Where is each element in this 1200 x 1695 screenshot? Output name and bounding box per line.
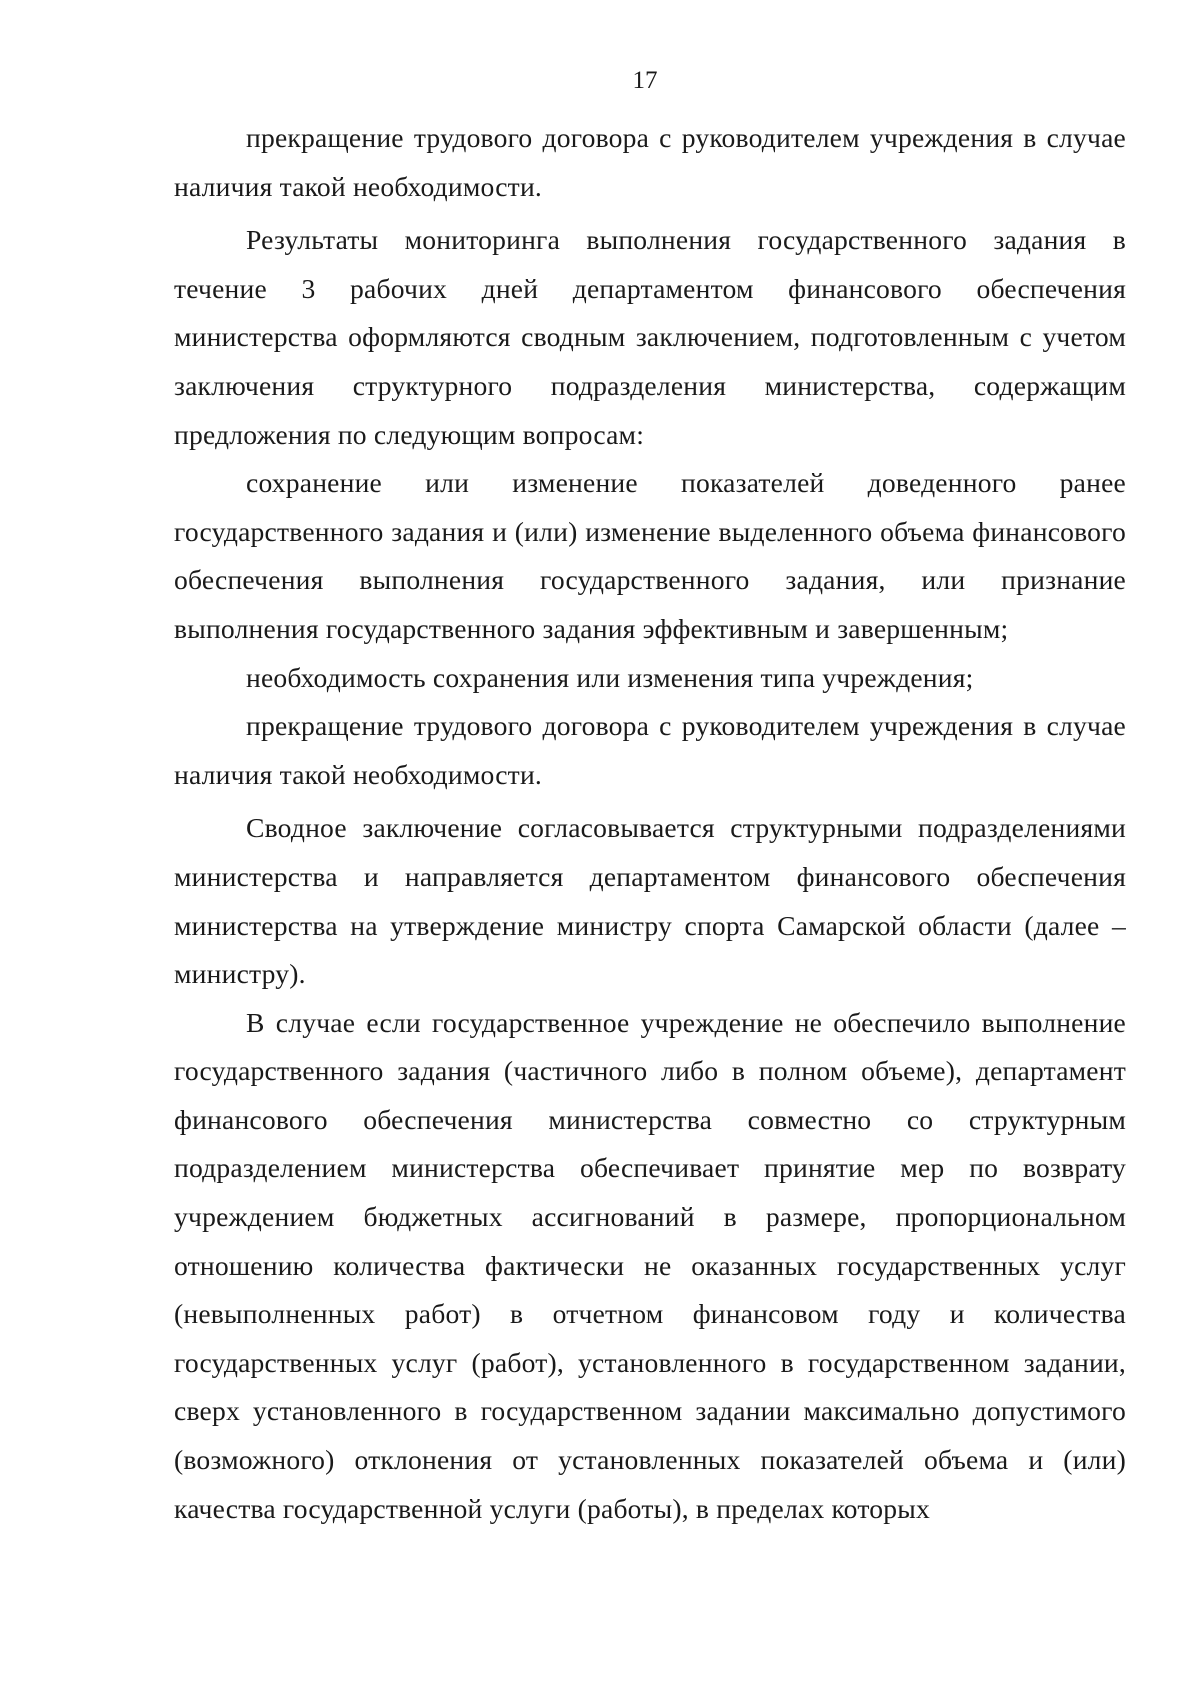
document-body bbox=[174, 114, 1126, 1533]
paragraph-non-fulfillment: В случае если государственное учреждение не обеспечило выполнение государственного задания (частичного либо в полном объеме), департамент финансового обеспечения министерства совместно со структурным подразделением министерства обеспечивает принятие мер по возврату учреждением бюджетных ассигнований в размере, пропорциональном отношению количества фактически не оказанных государственных услуг (невыполненных работ) в отчетном финансовом году и количества государственных услуг (работ), установленного в государственном задании, сверх установленного в государственном задании максимально допустимого (возможного) отклонения от установленных показателей объема и (или) качества государственной услуги (работы), в пределах которых bbox=[174, 1006, 1126, 1524]
paragraph-termination-contract-2: прекращение трудового договора с руководителем учреждения в случае наличия такой необходимости. bbox=[174, 710, 1126, 790]
page-number: 17 bbox=[632, 67, 658, 94]
paragraph-termination-contract-1: прекращение трудового договора с руководителем учреждения в случае наличия такой необходимости. bbox=[174, 122, 1126, 202]
paragraph-monitoring-results: Результаты мониторинга выполнения государственного задания в течение 3 рабочих дней департаментом финансового обеспечения министерства оформляются сводным заключением, подготовленным с учетом заключения структурного подразделения министерства, содержащим предложения по следующим вопросам: bbox=[174, 224, 1126, 450]
paragraph-institution-type: необходимость сохранения или изменения типа учреждения; bbox=[246, 661, 974, 693]
paragraph-preserve-or-change-indicators: сохранение или изменение показателей доведенного ранее государственного задания и (или) изменение выделенного объема финансового обеспечения выполнения государственного задания, или признание выполнения государственного задания эффективным и завершенным; bbox=[174, 467, 1126, 644]
paragraph-summary-conclusion: Сводное заключение согласовывается структурными подразделениями министерства и направляется департаментом финансового обеспечения министерства на утверждение министру спорта Самарской области (далее – министру). bbox=[174, 812, 1126, 990]
